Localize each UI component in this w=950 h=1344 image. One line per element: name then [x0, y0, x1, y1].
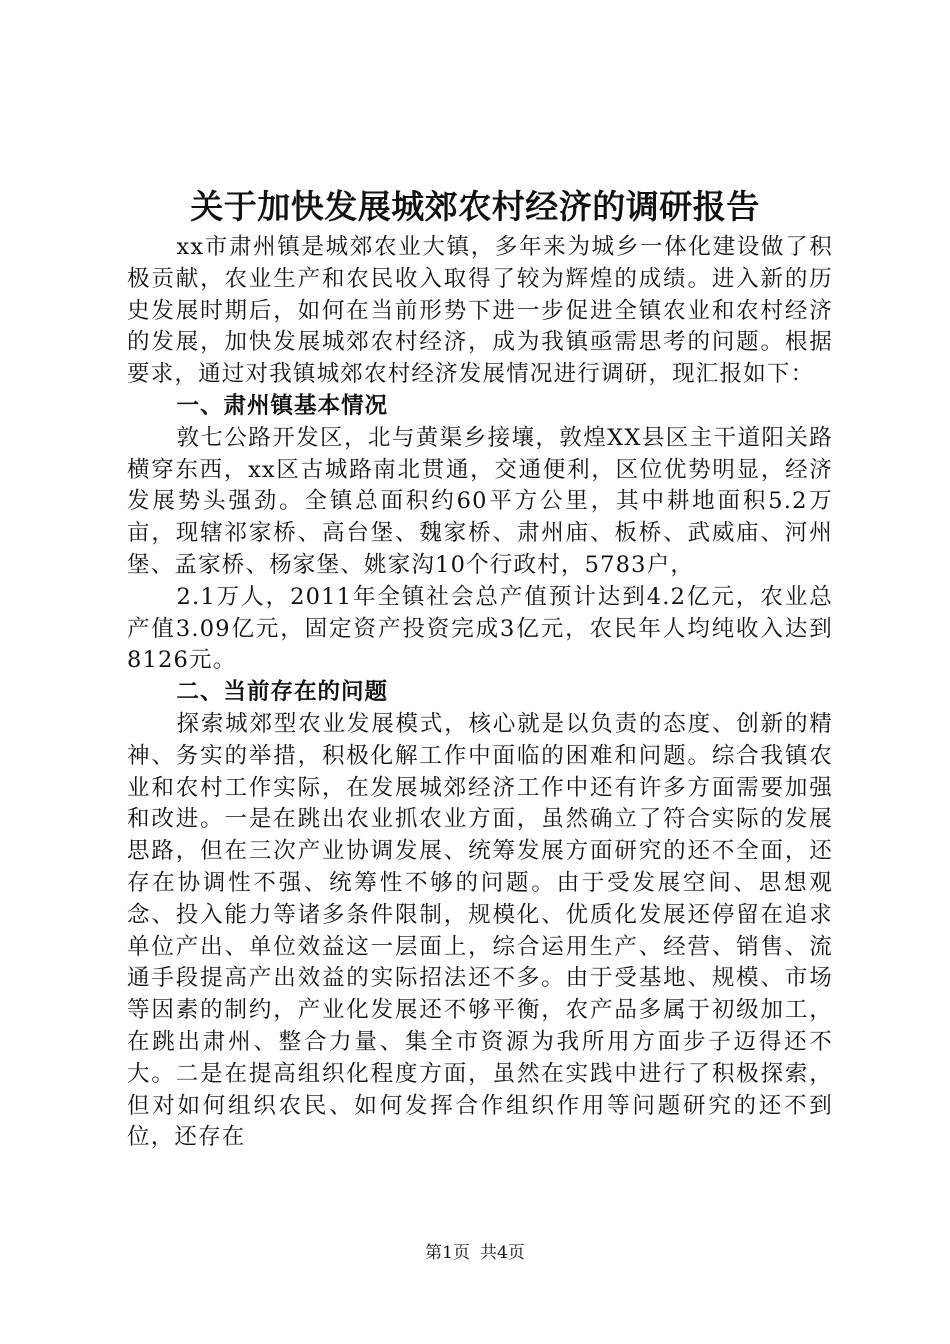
section-heading-basic-info: 一、肃州镇基本情况 — [176, 392, 389, 419]
document-body — [127, 232, 833, 1154]
intro-paragraph: xx市肃州镇是城郊农业大镇，多年来为城乡一体化建设做了积极贡献，农业生产和农民收入取得了较为辉煌的成绩。进入新的历史发展时期后，如何在当前形势下进一步促进全镇农业和农村经济的发展，加快发展城郊农村经济，成为我镇亟需思考的问题。根据要求，通过对我镇城郊农村经济发展情况进行调研，现汇报如下： — [127, 234, 833, 388]
section-heading-problems: 二、当前存在的问题 — [176, 679, 389, 706]
page-total: 共4页 — [480, 1243, 525, 1263]
section1-paragraph: 敦七公路开发区，北与黄渠乡接壤，敦煌XX县区主干道阳关路横穿东西，xx区古城路南北贯通，交通便利，区位优势明显，经济发展势头强劲。全镇总面积约60平方公里，其中耕地面积5.2万亩，现辖祁家桥、高台堡、魏家桥、肃州庙、板桥、武威庙、河州堡、孟家桥、杨家堡、姚家沟10个行政村，5783户， — [127, 424, 833, 578]
section1-paragraph: 2.1万人，2011年全镇社会总产值预计达到4.2亿元，农业总产值3.09亿元，固定资产投资完成3亿元，农民年人均纯收入达到8126元。 — [127, 583, 833, 674]
section2-paragraph: 探索城郊型农业发展模式，核心就是以负责的态度、创新的精神、务实的举措，积极化解工作中面临的困难和问题。综合我镇农业和农村工作实际，在发展城郊经济工作中还有许多方面需要加强和改进。一是在跳出农业抓农业方面，虽然确立了符合实际的发展思路，但在三次产业协调发展、统筹发展方面研究的还不全面，还存在协调性不强、统筹性不够的问题。由于受发展空间、思想观念、投入能力等诸多条件限制，规模化、优质化发展还停留在追求单位产出、单位效益这一层面上，综合运用生产、经营、销售、流通手段提高产出效益的实际招法还不多。由于受基地、规模、市场等因素的制约，产业化发展还不够平衡，农产品多属于初级加工，在跳出肃州、整合力量、集全市资源为我所用方面步子迈得还不大。二是在提高组织化程度方面，虽然在实践中进行了积极探索，但对如何组织农民、如何发挥合作组织作用等问题研究的还不到位，还存在 — [127, 710, 833, 1151]
page-number: 第1页 — [425, 1243, 470, 1263]
document-title: 关于加快发展城郊农村经济的调研报告 — [190, 187, 760, 226]
page-footer — [0, 1241, 950, 1265]
